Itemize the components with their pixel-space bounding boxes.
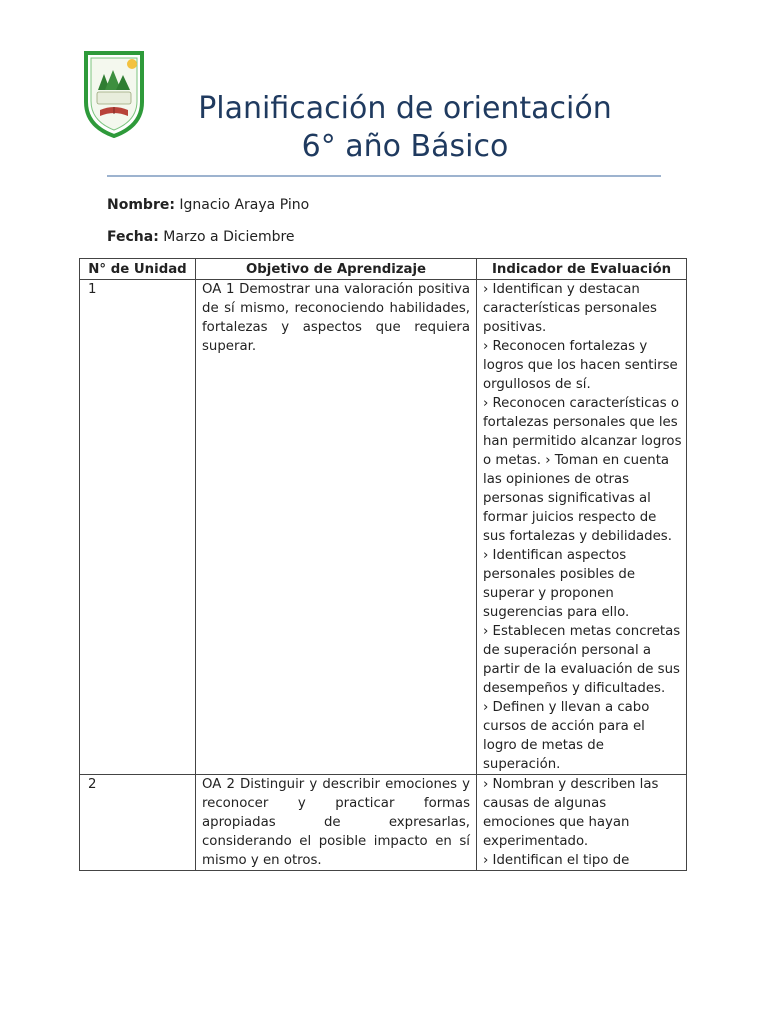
indicator-item: › Identifican aspectos personales posibles de superar y proponen sugerencias para ello.: [483, 548, 636, 620]
name-field: [107, 196, 309, 214]
planning-table: [79, 258, 687, 871]
table-header-row: [80, 259, 687, 280]
column-header-objective: Objetivo de Aprendizaje: [196, 259, 477, 280]
date-label: Fecha:: [107, 229, 159, 245]
indicator-list: [477, 775, 687, 871]
column-header-indicator: Indicador de Evaluación: [477, 259, 687, 280]
objective-text: OA 2 Distinguir y describir emociones y reconocer y practicar formas apropiadas de expresarlas, considerando el posible impacto en sí mismo y en otros.: [196, 775, 477, 871]
table-row: [80, 280, 687, 775]
unit-number: 2: [80, 775, 196, 871]
table-row: [80, 775, 687, 871]
indicator-item: › Reconocen características o fortalezas personales que les han permitido alcanzar logros o metas. › Toman en cuenta las opiniones de otras personas significativas al formar juicios respecto de sus fortalezas y debilidades.: [483, 396, 682, 544]
indicator-clip: [483, 775, 682, 867]
indicator-list: [477, 280, 687, 775]
date-value: Marzo a Diciembre: [163, 229, 295, 245]
column-header-unit: N° de Unidad: [80, 259, 196, 280]
name-value: Ignacio Araya Pino: [179, 197, 310, 213]
title-divider: [107, 175, 661, 177]
page-title: [150, 90, 660, 166]
indicator-item: › Identifican y destacan características personales positivas.: [483, 282, 657, 335]
indicator-item: › Establecen metas concretas de superación personal a partir de la evaluación de sus desempeños y dificultades.: [483, 624, 681, 696]
name-label: Nombre:: [107, 197, 175, 213]
indicator-item: › Reconocen fortalezas y logros que los hacen sentirse orgullosos de sí.: [483, 339, 678, 392]
date-field: [107, 228, 295, 246]
objective-text: OA 1 Demostrar una valoración positiva de sí mismo, reconociendo habilidades, fortalezas y aspectos que requiera superar.: [196, 280, 477, 775]
unit-number: 1: [80, 280, 196, 775]
title-line-2: 6° año Básico: [301, 129, 509, 164]
title-line-1: Planificación de orientación: [198, 91, 612, 126]
school-crest-icon: [83, 50, 145, 138]
indicator-item: › Definen y llevan a cabo cursos de acción para el logro de metas de superación.: [483, 700, 650, 772]
indicator-item: › Identifican el tipo de: [483, 853, 630, 867]
indicator-item: › Nombran y describen las causas de algunas emociones que hayan experimentado.: [483, 777, 659, 849]
